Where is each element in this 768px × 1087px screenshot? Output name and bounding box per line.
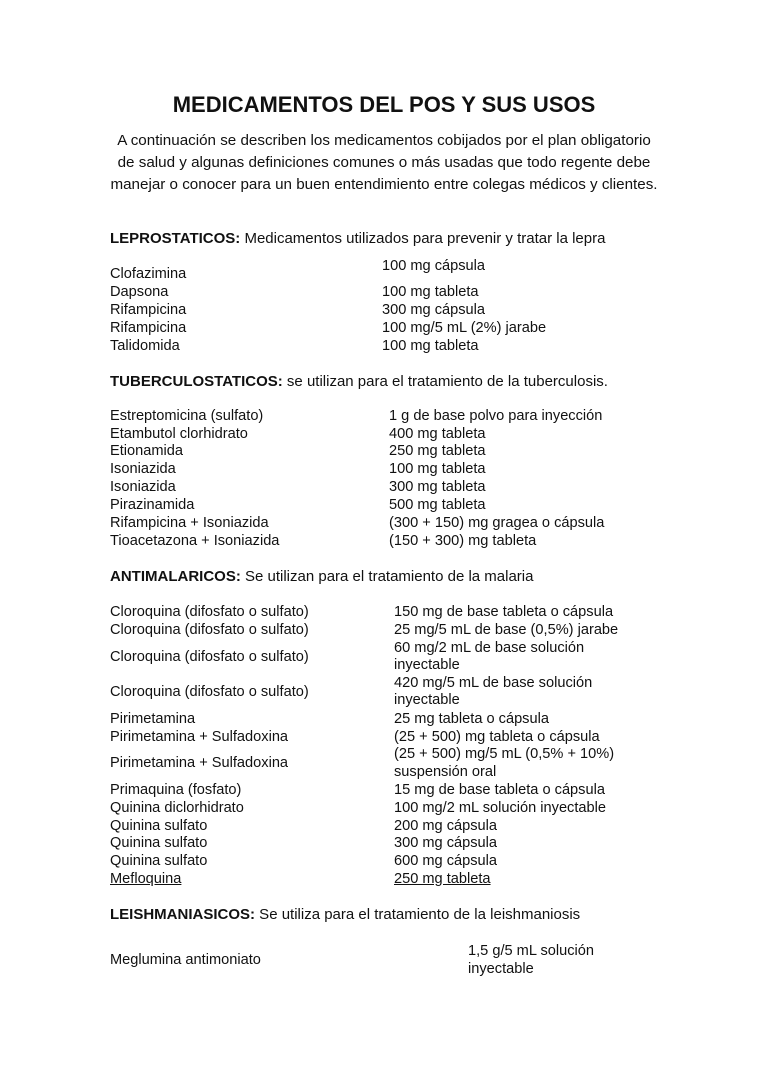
drug-name: Cloroquina (difosfato o sulfato) [110,684,309,700]
drug-name: Mefloquina [110,871,182,887]
drug-name: Quinina diclorhidrato [110,800,244,816]
drug-presentation: 400 mg tableta [389,426,486,442]
drug-presentation: 100 mg tableta [382,284,479,300]
drug-name: Quinina sulfato [110,835,208,851]
page-title: MEDICAMENTOS DEL POS Y SUS USOS [172,92,596,117]
drug-presentation: 100 mg tableta [389,461,486,477]
section-description: Medicamentos utilizados para prevenir y tratar la lepra [240,230,606,247]
drug-presentation: 60 mg/2 mL de base solución [394,640,585,656]
drug-presentation: 15 mg de base tableta o cápsula [394,782,605,798]
drug-name: Rifampicina [110,302,187,318]
drug-presentation: 100 mg/2 mL solución inyectable [394,800,607,816]
drug-presentation: 1,5 g/5 mL solución [468,943,595,959]
drug-name: Isoniazida [110,479,176,495]
drug-name: Quinina sulfato [110,853,208,869]
drug-name: Dapsona [110,284,169,300]
drug-name: Pirimetamina [110,711,196,727]
section-heading-leishmaniasicos [110,905,580,925]
drug-name: Pirimetamina + Sulfadoxina [110,755,289,771]
drug-presentation: (25 + 500) mg tableta o cápsula [394,729,600,745]
section-title: ANTIMALARICOS: [110,568,241,585]
drug-name: Rifampicina [110,320,187,336]
drug-name: Rifampicina + Isoniazida [110,515,269,531]
drug-presentation: 300 mg tableta [389,479,486,495]
section-title: TUBERCULOSTATICOS: [110,373,283,390]
section-heading-antimalaricos [110,567,533,587]
drug-name: Clofazimina [110,266,187,282]
section-heading-tuberculostaticos [110,372,608,392]
drug-presentation: (300 + 150) mg gragea o cápsula [389,515,605,531]
drug-presentation: (25 + 500) mg/5 mL (0,5% + 10%) [394,746,615,762]
drug-name: Talidomida [110,338,180,354]
drug-presentation: 500 mg tableta [389,497,486,513]
drug-name: Cloroquina (difosfato o sulfato) [110,649,309,665]
drug-name: Pirimetamina + Sulfadoxina [110,729,289,745]
drug-presentation: 100 mg tableta [382,338,479,354]
drug-name: Tioacetazona + Isoniazida [110,533,280,549]
drug-presentation: 1 g de base polvo para inyección [389,408,603,424]
drug-presentation: 250 mg tableta [389,443,486,459]
drug-presentation: 150 mg de base tableta o cápsula [394,604,614,620]
section-heading-leprostaticos [110,229,605,249]
section-description: Se utiliza para el tratamiento de la leishmaniosis [255,906,581,923]
section-description: Se utilizan para el tratamiento de la malaria [240,568,534,585]
drug-presentation: 100 mg cápsula [382,258,486,274]
drug-name: Pirazinamida [110,497,195,513]
drug-name: Cloroquina (difosfato o sulfato) [110,604,309,620]
drug-presentation-cont: suspensión oral [394,764,497,780]
drug-presentation: 100 mg/5 mL (2%) jarabe [382,320,547,336]
drug-presentation: 25 mg/5 mL de base (0,5%) jarabe [394,622,619,638]
drug-presentation-cont: inyectable [468,961,534,977]
drug-presentation-cont: inyectable [394,657,460,673]
drug-presentation: 300 mg cápsula [394,835,498,851]
drug-presentation: 600 mg cápsula [394,853,498,869]
drug-name: Primaquina (fosfato) [110,782,242,798]
drug-presentation: 200 mg cápsula [394,818,498,834]
drug-presentation: 300 mg cápsula [382,302,486,318]
drug-presentation: 250 mg tableta [394,871,491,887]
drug-name: Etionamida [110,443,184,459]
drug-name: Quinina sulfato [110,818,208,834]
drug-name: Etambutol clorhidrato [110,426,248,442]
drug-name: Isoniazida [110,461,176,477]
drug-presentation: 420 mg/5 mL de base solución [394,675,593,691]
section-description: se utilizan para el tratamiento de la tuberculosis. [282,373,608,390]
drug-name: Cloroquina (difosfato o sulfato) [110,622,309,638]
drug-name: Estreptomicina (sulfato) [110,408,264,424]
intro-paragraph: A continuación se describen los medicamentos cobijados por el plan obligatorio de salud y algunas definiciones comunes o más usadas que todo regente debe manejar o conocer para un buen entendimiento entre colegas médicos y clientes. [110,132,658,193]
drug-name: Meglumina antimoniato [110,952,261,968]
drug-presentation: (150 + 300) mg tableta [389,533,537,549]
section-title: LEPROSTATICOS: [110,230,241,247]
drug-presentation: 25 mg tableta o cápsula [394,711,549,727]
section-title: LEISHMANIASICOS: [110,906,256,923]
drug-presentation-cont: inyectable [394,692,460,708]
